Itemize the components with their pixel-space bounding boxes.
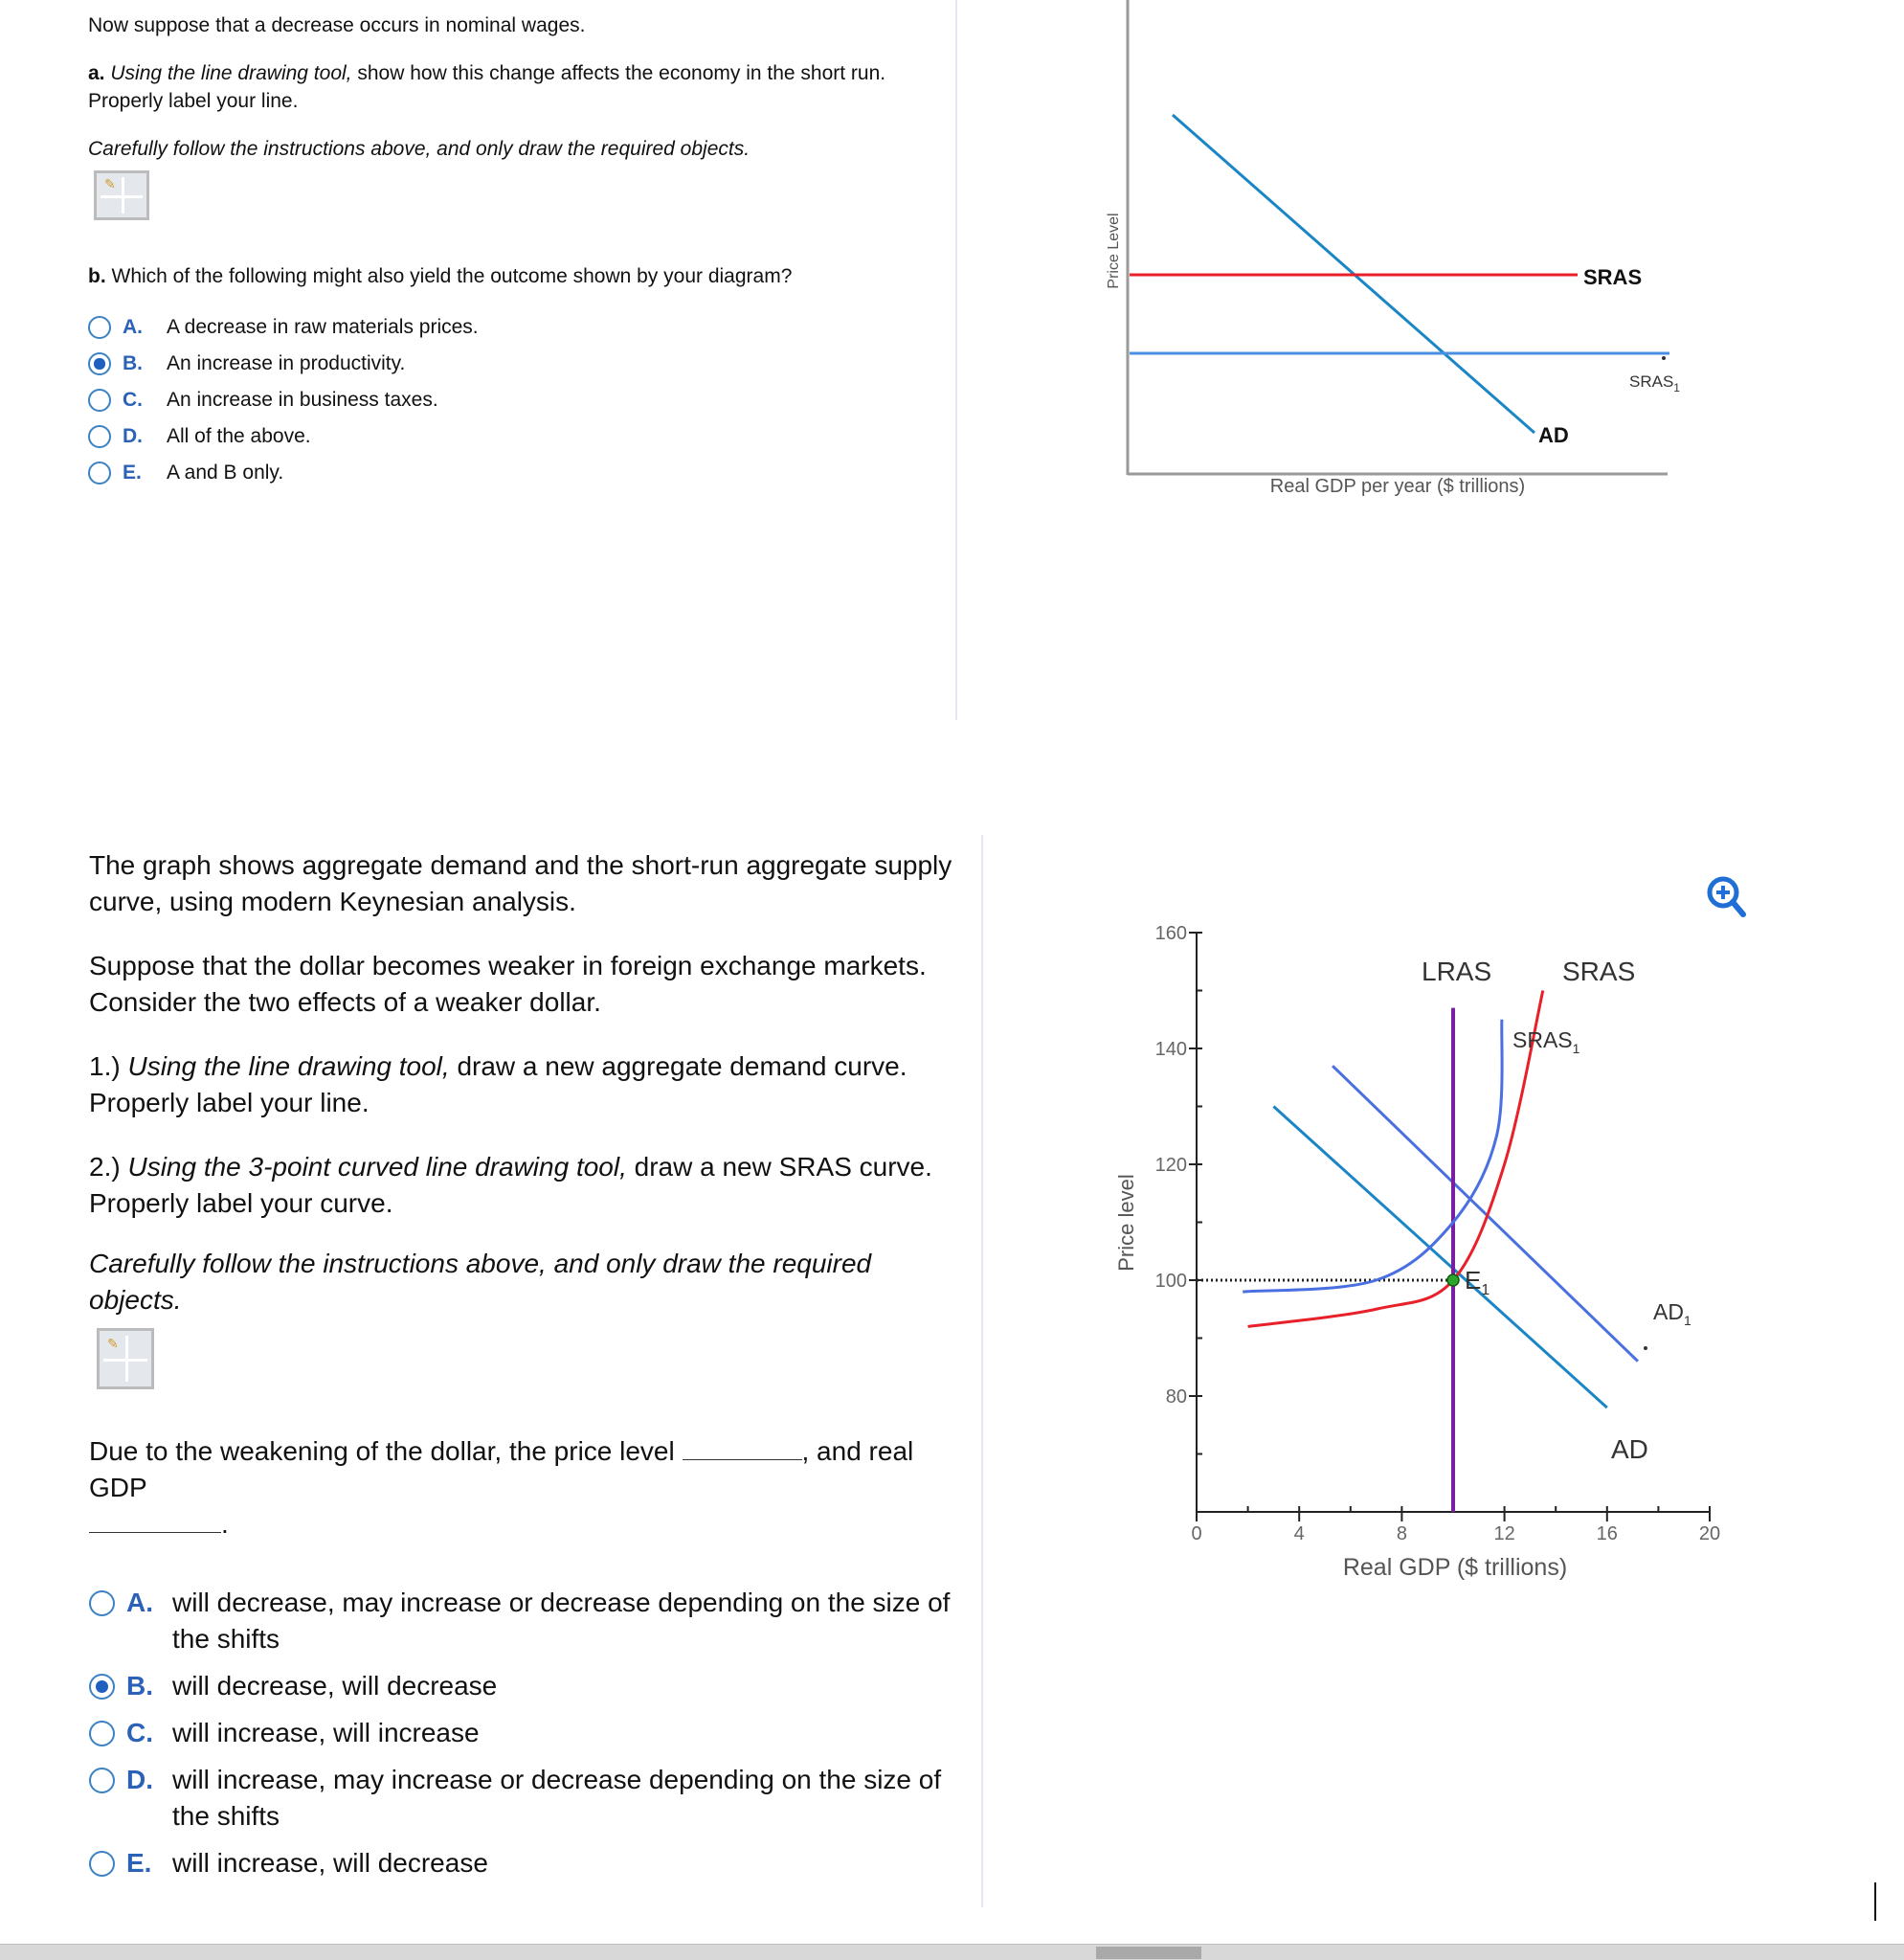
graph1-xlabel: Real GDP per year ($ trillions) <box>1269 476 1526 497</box>
real-gdp-blank <box>89 1511 221 1533</box>
y-axis-label: Price level <box>1114 1174 1138 1272</box>
x-tick-label: 4 <box>1293 1523 1305 1544</box>
e1-label-text: E <box>1465 1266 1482 1295</box>
q2-step2-num: 2.) <box>89 1152 128 1182</box>
graph1-sras1-label-text: SRAS <box>1629 372 1674 391</box>
q2-option-b[interactable] <box>89 1668 970 1704</box>
y-tick-label: 140 <box>1154 1039 1187 1060</box>
q2-option-a[interactable] <box>89 1585 970 1657</box>
q2-options <box>89 1585 970 1881</box>
sras1-label-subscript: 1 <box>1572 1041 1580 1056</box>
option-text: will increase, will decrease <box>172 1848 488 1878</box>
q2-step2-rest: draw a new SRAS curve. Properly label your curve. <box>89 1152 932 1218</box>
graph-2[interactable] <box>1091 900 1742 1609</box>
e1-label <box>1465 1266 1490 1298</box>
x-tick-label: 12 <box>1493 1523 1515 1544</box>
sras1-label-text: SRAS <box>1512 1027 1573 1052</box>
x-tick-label: 8 <box>1396 1523 1407 1544</box>
q1-part-a <box>88 59 950 115</box>
divider-top <box>955 0 957 720</box>
option-text: All of the above. <box>167 425 311 447</box>
q2-blank-end: . <box>221 1509 229 1539</box>
e1-label-subscript: 1 <box>1481 1282 1490 1298</box>
option-text: will increase, may increase or decrease depending on the size of the shifts <box>172 1765 942 1831</box>
y-tick-label: 80 <box>1165 1386 1187 1408</box>
graph-1[interactable] <box>1091 0 1723 517</box>
q2-option-d[interactable] <box>89 1762 970 1835</box>
text-cursor <box>1874 1882 1876 1921</box>
radio-button[interactable] <box>89 1674 115 1700</box>
q2-step2-italic: Using the 3-point curved line drawing tool, <box>127 1152 627 1182</box>
ad1-label-subscript: 1 <box>1683 1313 1691 1328</box>
q1-part-b-label: b. <box>88 265 106 287</box>
graph1-sras1-label <box>1629 372 1680 394</box>
ad-label <box>1611 1434 1648 1464</box>
x-axis-label: Real GDP ($ trillions) <box>1342 1554 1568 1581</box>
ad-curve[interactable] <box>1273 1107 1606 1408</box>
q1-option-a[interactable] <box>88 313 950 341</box>
q1-option-c[interactable] <box>88 386 950 414</box>
y-tick-label: 160 <box>1154 923 1187 944</box>
q1-part-b <box>88 262 950 290</box>
option-text: An increase in business taxes. <box>167 389 438 411</box>
q1-part-a-italic: Using the line drawing tool, <box>110 62 352 84</box>
question-1 <box>88 11 950 495</box>
q2-p1: The graph shows aggregate demand and the short-run aggregate supply curve, using modern Keynesian analysis. <box>89 850 952 916</box>
radio-button[interactable] <box>88 316 111 339</box>
option-text: will decrease, may increase or decrease depending on the size of the shifts <box>172 1588 951 1654</box>
divider-bottom <box>981 835 983 1907</box>
sras-curve[interactable] <box>1248 991 1543 1327</box>
pencil-icon-2: ✎ <box>107 1336 119 1351</box>
ad1-point <box>1644 1346 1647 1350</box>
option-text: An increase in productivity. <box>167 352 406 374</box>
q1-part-a-label: a. <box>88 62 105 84</box>
lras-label-text: LRAS <box>1422 957 1492 986</box>
option-text: will increase, will increase <box>172 1718 480 1747</box>
y-tick-label: 120 <box>1154 1155 1187 1176</box>
q2-blank-part2: , and real GDP <box>89 1436 914 1502</box>
option-letter: C. <box>126 1718 153 1747</box>
q2-step1-num: 1.) <box>89 1051 128 1081</box>
radio-button[interactable] <box>88 462 111 484</box>
q1-instruction: Carefully follow the instructions above, and only draw the required objects. <box>88 138 750 160</box>
radio-button[interactable] <box>89 1721 115 1746</box>
zoom-in-icon[interactable] <box>1707 876 1747 920</box>
q2-step1 <box>89 1048 970 1121</box>
option-letter: D. <box>126 1765 153 1794</box>
pencil-icon: ✎ <box>104 176 116 191</box>
graph1-sras1-label-sub: 1 <box>1673 381 1680 394</box>
option-letter: D. <box>123 425 143 447</box>
horizontal-scrollbar[interactable] <box>0 1944 1904 1960</box>
graph1-sras-label: SRAS <box>1583 265 1643 289</box>
graph1-ad-label: AD <box>1538 423 1569 447</box>
scrollbar-thumb[interactable] <box>1096 1947 1201 1959</box>
equilibrium-point[interactable] <box>1447 1274 1459 1286</box>
option-letter: A. <box>123 316 143 338</box>
q2-step2 <box>89 1149 970 1222</box>
ad1-curve[interactable] <box>1333 1066 1638 1362</box>
q2-blank-part1: Due to the weakening of the dollar, the price level <box>89 1436 683 1466</box>
x-tick-label: 20 <box>1698 1523 1721 1544</box>
q1-intro: Now suppose that a decrease occurs in nominal wages. <box>88 14 586 36</box>
radio-button[interactable] <box>89 1768 115 1793</box>
graph1-ylabel: Price Level <box>1106 213 1122 289</box>
option-letter: B. <box>123 352 143 374</box>
q2-instruction: Carefully follow the instructions above, and only draw the required objects. <box>89 1249 872 1315</box>
option-text: A and B only. <box>167 462 284 484</box>
q2-option-c[interactable] <box>89 1715 970 1751</box>
ad1-label-text: AD <box>1653 1299 1684 1324</box>
question-2 <box>89 847 970 1892</box>
radio-button[interactable] <box>89 1590 115 1616</box>
q2-fill-blank <box>89 1433 970 1543</box>
q1-option-b[interactable] <box>88 349 950 377</box>
radio-button[interactable] <box>89 1851 115 1877</box>
option-letter: E. <box>123 462 142 484</box>
q1-option-d[interactable] <box>88 422 950 450</box>
sras1-label <box>1512 1027 1580 1056</box>
sras-label-text: SRAS <box>1562 957 1636 986</box>
ad1-label <box>1653 1299 1691 1328</box>
q1-part-b-text: Which of the following might also yield the outcome shown by your diagram? <box>105 265 793 287</box>
option-letter: A. <box>126 1588 153 1617</box>
lras-label <box>1422 957 1491 986</box>
graph1-sras1-point <box>1662 356 1666 360</box>
q2-step1-italic: Using the line drawing tool, <box>127 1051 450 1081</box>
y-tick-label: 100 <box>1154 1271 1187 1292</box>
x-tick-label: 0 <box>1191 1523 1202 1544</box>
option-text: A decrease in raw materials prices. <box>167 316 479 338</box>
q2-option-e[interactable] <box>89 1845 970 1881</box>
radio-button[interactable] <box>88 425 111 448</box>
price-level-blank <box>683 1438 802 1460</box>
option-letter: B. <box>126 1671 153 1701</box>
radio-button[interactable] <box>88 389 111 412</box>
q2-step1-rest: draw a new aggregate demand curve. Properly label your line. <box>89 1051 907 1117</box>
ad-label-text: AD <box>1611 1434 1648 1464</box>
sras-label <box>1562 957 1635 986</box>
radio-button[interactable] <box>88 352 111 375</box>
drawing-tool-icon-2[interactable] <box>97 1328 154 1389</box>
q1-options <box>88 313 950 486</box>
q1-part-a-rest: show how this change affects the economy in the short run. Properly label your line. <box>88 62 886 112</box>
q1-option-e[interactable] <box>88 459 950 486</box>
option-letter: C. <box>123 389 143 411</box>
option-text: will decrease, will decrease <box>172 1671 498 1701</box>
option-letter: E. <box>126 1848 152 1878</box>
x-tick-label: 16 <box>1596 1523 1618 1544</box>
q2-p2: Suppose that the dollar becomes weaker in foreign exchange markets. Consider the two effects of a weaker dollar. <box>89 951 927 1017</box>
drawing-tool-icon[interactable] <box>94 170 149 220</box>
sras1-curve[interactable] <box>1243 1020 1502 1292</box>
